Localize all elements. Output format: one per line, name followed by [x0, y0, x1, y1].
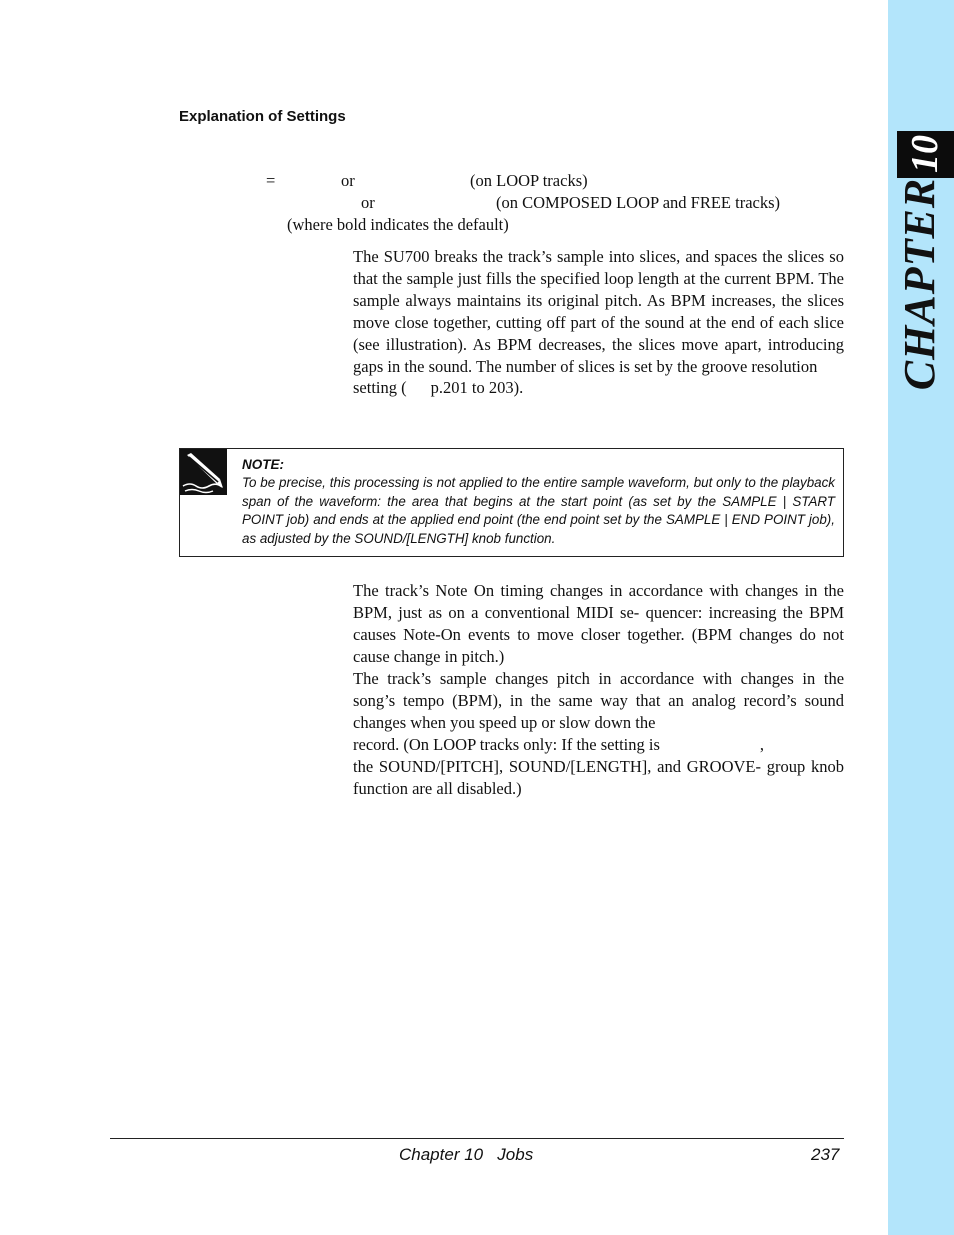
default-note: (where bold indicates the default) [287, 215, 509, 234]
para1-line: As BPM decreases, the slices move apart, introducing gaps in [353, 334, 844, 376]
note-title: NOTE: [242, 457, 284, 472]
page-reference: p.201 to 203). [430, 378, 524, 398]
para2-line: quencer: increasing the BPM causes Note-On events to move [353, 602, 844, 644]
para1-line: The SU700 breaks the track’s sample into slices, and spaces the [353, 247, 783, 266]
setting-or-1: or [341, 171, 355, 190]
note-pencil-icon [180, 449, 227, 500]
footer-rule [110, 1138, 844, 1139]
para1-line: pitch. As BPM increases, the slices move close together, cutting [353, 290, 844, 332]
chapter-number: 10 [904, 135, 946, 173]
para3-line: group knob function are all disabled.) [353, 756, 844, 798]
para3-comma: , [759, 734, 764, 754]
para1-line: slices so that the sample just fills the specified loop length at [353, 247, 844, 288]
para3-line: in the song’s tempo (BPM), in the same way that an analog [353, 669, 845, 710]
para3-line: The track’s sample changes pitch in accordance with changes [353, 669, 794, 688]
note-line: SAMPLE | START POINT job) and ends at the applied end point (the end point set by the [242, 493, 835, 528]
footer-chapter-label: Chapter 10 Jobs [399, 1145, 534, 1164]
loop-tracks-note: (on LOOP tracks) [470, 171, 588, 190]
paragraph-time-stretch [353, 246, 844, 399]
chapter-number-tab [897, 131, 954, 178]
note-line: SAMPLE | END POINT job), as adjusted by the SOUND/[LENGTH] knob function. [242, 512, 835, 546]
para3-line: record’s sound changes when you speed up or slow down the [353, 690, 844, 732]
chapter-label: CHAPTER [895, 177, 944, 391]
composed-loop-note: (on COMPOSED LOOP and FREE tracks) [496, 193, 781, 212]
para3-line: record. (On LOOP tracks only: If the setting is [353, 734, 660, 754]
para1-line: the sound. The number of slices is set by the groove resolution [404, 356, 818, 376]
para1-line: off part of the sound at the end of each slice (see illustration). [353, 312, 844, 354]
equals-sign: = [266, 171, 276, 190]
para2-line: closer together. (BPM changes do not cause change in pitch.) [353, 624, 845, 666]
para1-line: the current BPM. The sample always maintains its original [353, 268, 845, 310]
note-line: To be precise, this processing is not applied to the entire sample waveform, but only to the [242, 475, 779, 490]
note-text [242, 474, 835, 548]
setting-or-2: or [361, 193, 375, 212]
footer-page-number: 237 [811, 1145, 840, 1164]
para1-last-start: setting ( [353, 378, 407, 398]
paragraph-note-on-timing [353, 580, 844, 668]
section-heading: Explanation of Settings [179, 108, 346, 125]
para3-line: the SOUND/[PITCH], SOUND/[LENGTH], and GROOVE- [353, 756, 761, 776]
note-line: playback span of the waveform: the area that begins at the start point (as set by the [242, 475, 835, 509]
para2-line: The track’s Note On timing changes in accordance with [353, 581, 739, 600]
para2-line: changes in the BPM, just as on a conventional MIDI se- [353, 581, 844, 622]
note-box [179, 448, 844, 557]
paragraph-pitch-change [353, 668, 844, 799]
